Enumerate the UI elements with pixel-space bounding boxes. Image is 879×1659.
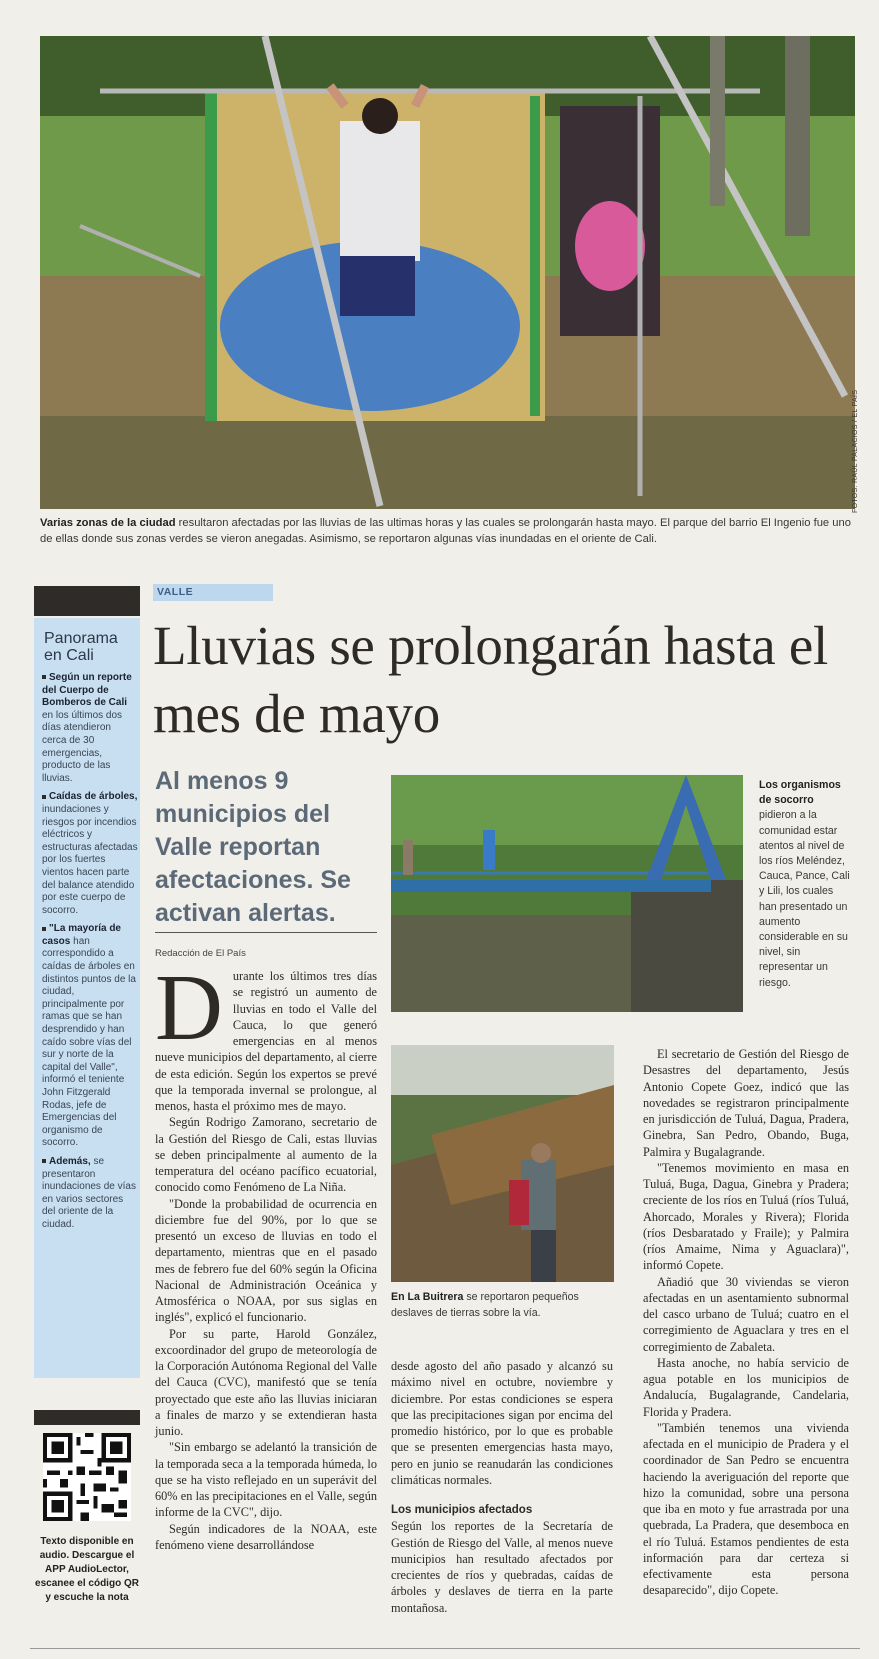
sidebar-title: Panorama en Cali (44, 630, 118, 664)
paragraph: urante los últimos tres días se registró un aumento de lluvias en todo el Valle del Cauca, lo que generó emergencias en al menos nueve municipios del departamento, al cierre de esta edición. Según los expertos se prevé que la temporada invernal se prolongue, al menos, hasta el próximo mes de mayo. (155, 969, 377, 1113)
bridge-photo (391, 775, 743, 1012)
divider (155, 932, 377, 933)
bullet-icon (42, 927, 46, 931)
paragraph: desde agosto del año pasado y alcanzó su máximo nivel en octubre, noviembre y diciembre. Por estas condiciones se espera que las precipitaciones sigan por encima del promedio histórico, por lo que es probable que se presenten emergencias hasta mayo, pero en junio se reanudarán las condiciones climáticas normales. (391, 1359, 613, 1487)
landslide-photo-caption: En La Buitrera se reportaron pequeños deslaves de tierras sobre la vía. (391, 1291, 579, 1319)
drop-cap: D (155, 956, 223, 1060)
paragraph: Según los reportes de la Secretaría de Gestión de Riesgo del Valle, al menos nueve municipios han resultado afectados por crecientes de ríos y quebradas, caídas de árboles y deslaves de tierra en la parte montañosa. (391, 1519, 613, 1615)
qr-header-bar (34, 1410, 140, 1425)
landslide-photo (391, 1045, 614, 1282)
sidebar-header-bar (34, 586, 140, 616)
article-column-3 (643, 1046, 849, 1599)
paragraph: Según indicadores de la NOAA, este fenómeno viene desarrollándose (155, 1521, 377, 1552)
paragraph: Hasta anoche, no había servicio de agua potable en los municipios de Andalucía, Bugalagrande, Candelaria, Florida y Pradera. (643, 1355, 849, 1419)
qr-code-icon[interactable] (43, 1433, 131, 1521)
paragraph: "También tenemos una vivienda afectada en el municipio de Pradera y el coordinador de San Pedro se encuentra haciendo la averiguación del reporte que hizo la comunidad, sobre una persona que iba en moto y fue arrastrada por una quebrada, La Pradera, que desemboca en el río Tuluá. Estamos pendientes de esta información para dar certeza si efectivamente esta persona desaparecido", dijo Copete. (643, 1420, 849, 1598)
paragraph: "Tenemos movimiento en masa en Tuluá, Buga, Dagua, Ginebra y Pradera; creciente de los ríos en Tuluá (ríos Tuluá, Ahorcado, Morales y Rivera); Florida (ríos Desbaratado y Fraile); y Palmira (ríos Amaime, Nima y Aguaclara)", informó Copete. (643, 1160, 849, 1273)
park-photo (40, 36, 855, 509)
headline: Lluvias se prolongarán hasta el mes de mayo (153, 615, 828, 744)
page-bottom-rule (30, 1648, 860, 1649)
sidebar-item: Según un reporte del Cuerpo de Bomberos de Cali en los últimos dos días atendieron cerca de 30 emergencias, producto de las lluvias. (42, 672, 132, 784)
bullet-icon (42, 1159, 46, 1163)
photo-credit: FOTOS: RAÚL PALACIOS / EL PAÍS (852, 389, 859, 513)
paragraph: "Donde la probabilidad de ocurrencia en diciembre fue del 90%, por lo que se presentó un exceso de lluvias en todo el departamento, mientras que en el pasado mes de febrero fue del 60% según la Oficina Nacional de Administración Oceánica y Atmosférica o NOAA, por sus siglas en inglés", explicó el funcionario. (155, 1196, 377, 1325)
article-column-1 (155, 956, 377, 1553)
top-photo-caption: Varias zonas de la ciudad resultaron afectadas por las lluvias de las ultimas horas y las cuales se prolongarán hasta mayo. El parque del barrio El Ingenio fue uno de ellas donde sus zonas verdes se vieron anegadas. Asimismo, se reportaron algunas vías inundadas en el oriente de Cali. (40, 517, 851, 545)
article-column-2 (391, 1358, 613, 1616)
sidebar-list (42, 672, 138, 1238)
paragraph: El secretario de Gestión del Riesgo de Desastres del departamento, Jesús Antonio Copete Goez, indicó que las novedades se registraron principalmente en jurisdicción de Tuluá, Dagua, Pradera, Ginebra, San Pedro, Obando, Buga, Palmira y Bugalagrande. (643, 1047, 849, 1159)
bridge-photo-caption: Los organismos de socorro pidieron a la comunidad estar atentos al nivel de los ríos Meléndez, Cauca, Pance, Cali y Lili, los cuales han presentado un aumento considerable en su nivel, sin representar un riesgo. (759, 779, 850, 989)
section-kicker: VALLE (153, 584, 273, 601)
sidebar-item: Además, se presentaron inundaciones de vías en varios sectores del oriente de la ciudad. (42, 1155, 136, 1230)
subheading: Los municipios afectados (391, 1504, 533, 1516)
byline: Redacción de El País (155, 948, 246, 959)
paragraph: Añadió que 30 viviendas se vieron afectadas en un asentamiento subnormal del casco urbano de Tuluá; cuatro en el corregimiento de Aguaclara y tres en el corregimiento de Zabaleta. (643, 1274, 849, 1354)
paragraph: Según Rodrigo Zamorano, secretario de la Gestión del Riesgo de Cali, estas lluvias se deben principalmente al aumento de la temperatura del océano pacífico ecuatorial, conocido como Fenómeno de La Niña. (155, 1115, 377, 1195)
bullet-icon (42, 795, 46, 799)
subheadline: Al menos 9 municipios del Valle reportan afectaciones. Se activan alertas. (155, 767, 351, 927)
sidebar-item: Caídas de árboles, inundaciones y riesgos por incendios eléctricos y estructuras afectadas por los fuertes vientos hacen parte del balance atendido por este cuerpo de socorro. (42, 791, 138, 916)
paragraph: Por su parte, Harold González, excoordinador del grupo de meteorología de la Corporación Autónoma Regional del Valle del Cauca (CVC), manifestó que se tenía proyectado que este año las lluvias iniciaran a finales de marzo y se extendieran hasta junio. (155, 1326, 377, 1438)
bullet-icon (42, 675, 46, 679)
sidebar-item: "La mayoría de casos han correspondido a caídas de árboles en distintos puntos de la ciudad, principalmente por ramas que se han desprendido y han caído sobre vías del sur y norte de la capital del Valle", informó el teniente John Fitzgerald Rodas, jefe de Emergencias del organismo de socorro. (42, 923, 136, 1149)
qr-instructions: Texto disponible en audio. Descargue el APP AudioLector, escanee el código QR y escuche la nota (35, 1536, 139, 1603)
paragraph: "Sin embargo se adelantó la transición de la temporada seca a la temporada húmeda, lo que se ha visto reflejado en un superávit del 60% en las precipitaciones en el Valle, según informe de la CVC", dijo. (155, 1440, 377, 1520)
